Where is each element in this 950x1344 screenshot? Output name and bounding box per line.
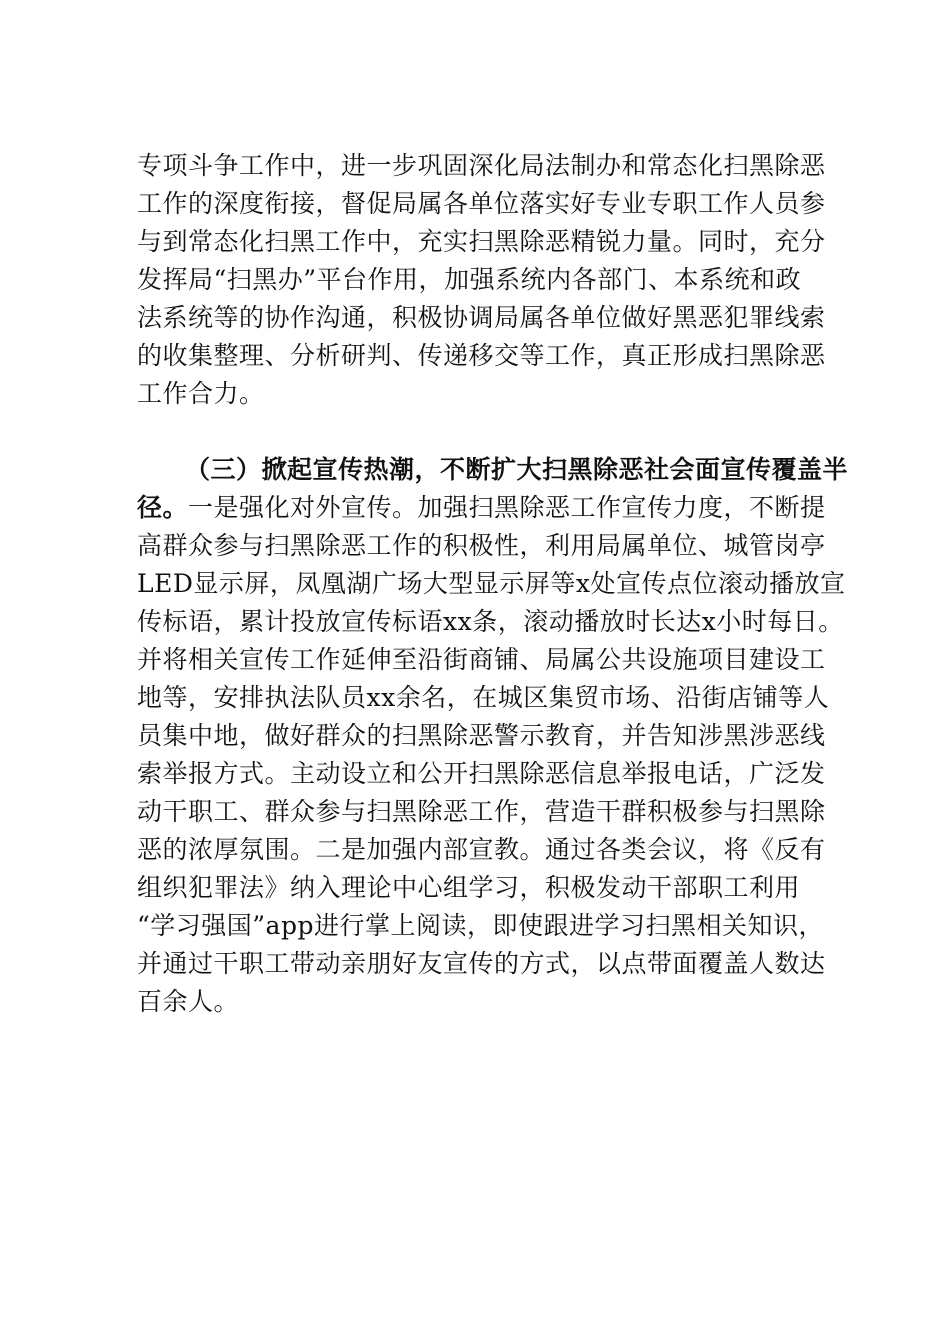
paragraph-1-line: 专项斗争工作中，进一步巩固深化局法制办和常态化扫黑除恶 — [137, 151, 826, 180]
paragraph-2-line: LED显示屏，凤凰湖广场大型显示屏等x处宣传点位滚动播放宣 — [137, 569, 846, 598]
paragraph-2-line: 索举报方式。主动设立和公开扫黑除恶信息举报电话，广泛发 — [137, 759, 826, 788]
paragraph-1-line: 工作合力。 — [137, 379, 265, 408]
paragraph-2-text: 一是强化对外宣传。加强扫黑除恶工作宣传力度，不断提 — [188, 493, 826, 522]
paragraph-1-line: 与到常态化扫黑工作中，充实扫黑除恶精锐力量。同时，充分 — [137, 227, 826, 256]
paragraph-1-line: 的收集整理、分析研判、传递移交等工作，真正形成扫黑除恶 — [137, 341, 826, 370]
paragraph-1-line: 法系统等的协作沟通，积极协调局属各单位做好黑恶犯罪线索 — [137, 303, 826, 332]
paragraph-1-line: 发挥局“扫黑办”平台作用，加强系统内各部门、本系统和政 — [137, 265, 802, 294]
paragraph-2-line: 员集中地，做好群众的扫黑除恶警示教育，并告知涉黑涉恶线 — [137, 721, 826, 750]
paragraph-2-line: 传标语，累计投放宣传标语xx条，滚动播放时长达x小时每日。 — [137, 607, 844, 636]
paragraph-2-line: 组织犯罪法》纳入理论中心组学习，积极发动干部职工利用 — [137, 873, 801, 902]
paragraph-2-line — [137, 488, 827, 528]
paragraph-2-line: 并将相关宣传工作延伸至沿街商铺、局属公共设施项目建设工 — [137, 645, 826, 674]
paragraph-1-line: 工作的深度衔接，督促局属各单位落实好专业专职工作人员参 — [137, 189, 826, 218]
paragraph-2-line: 百余人。 — [137, 987, 240, 1016]
paragraph-2-line: 地等，安排执法队员xx余名，在城区集贸市场、沿街店铺等人 — [137, 683, 830, 712]
section-heading-end: 径。 — [137, 493, 189, 522]
section-heading-line: （三）掀起宣传热潮，不断扩大扫黑除恶社会面宣传覆盖半 — [185, 455, 849, 484]
paragraph-2-line: 并通过干职工带动亲朋好友宣传的方式，以点带面覆盖人数达 — [137, 949, 826, 978]
paragraph-2-line: 高群众参与扫黑除恶工作的积极性，利用局属单位、城管岗亭 — [137, 531, 826, 560]
paragraph-2-line: 恶的浓厚氛围。二是加强内部宣教。通过各类会议，将《反有 — [137, 835, 826, 864]
paragraph-2-line: 动干职工、群众参与扫黑除恶工作，营造干群积极参与扫黑除 — [137, 797, 826, 826]
paragraph-2-line: “学习强国”app进行掌上阅读，即使跟进学习扫黑相关知识， — [137, 911, 824, 940]
